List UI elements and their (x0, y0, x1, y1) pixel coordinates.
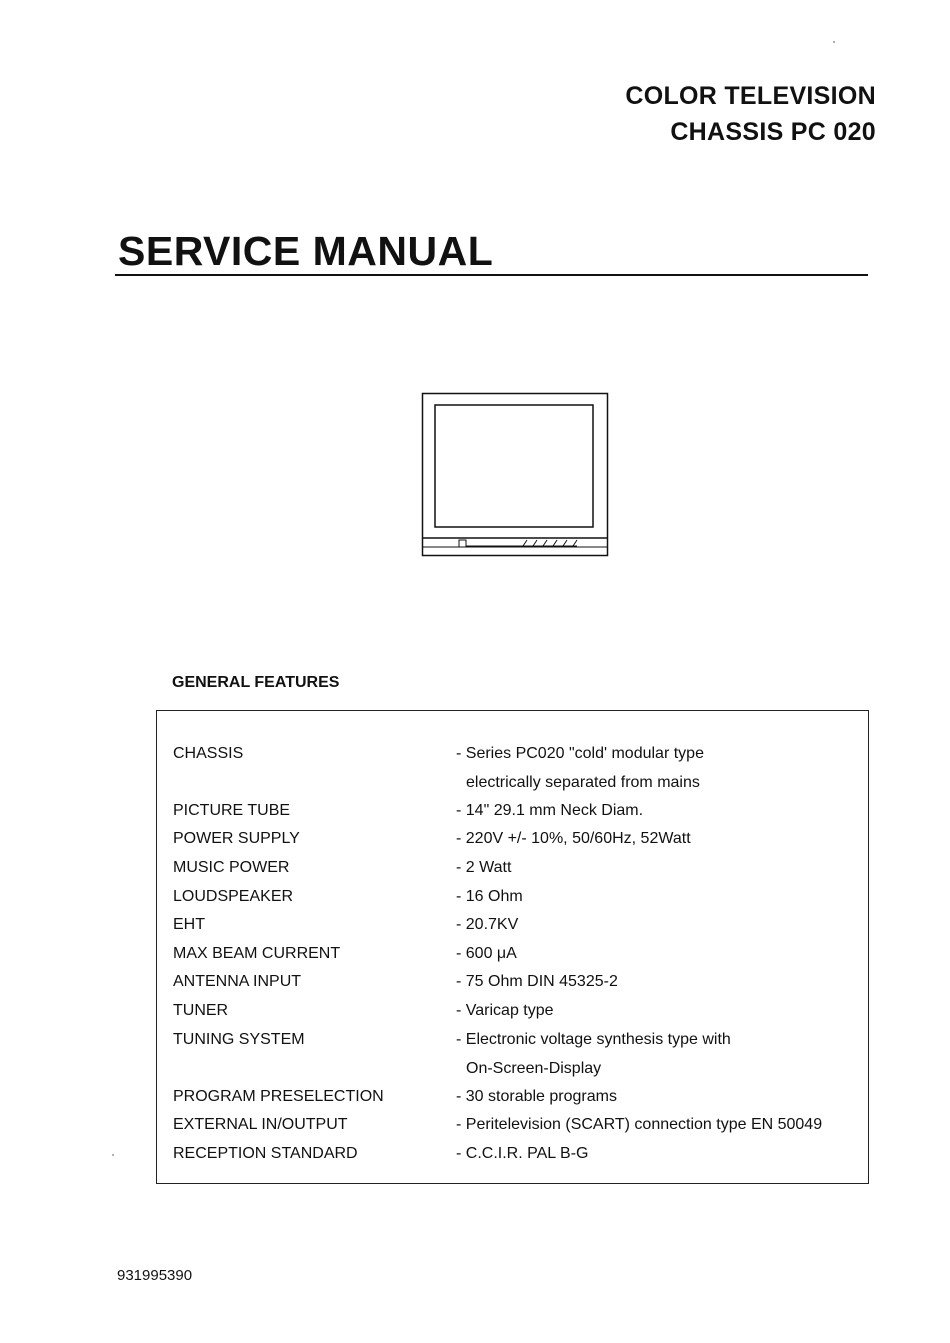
feature-value: - 2 Watt (456, 859, 512, 876)
feature-label: TUNING SYSTEM (173, 1031, 305, 1048)
feature-label: RECEPTION STANDARD (173, 1145, 358, 1162)
page-title: SERVICE MANUAL (118, 228, 494, 274)
features-table (156, 710, 869, 1184)
feature-label: PICTURE TUBE (173, 802, 291, 819)
tv-power-switch (459, 540, 466, 547)
feature-value: - 75 Ohm DIN 45325-2 (456, 973, 618, 990)
feature-value-continued: On-Screen-Display (466, 1059, 602, 1077)
scan-speck (833, 41, 835, 43)
feature-label: TUNER (173, 1002, 229, 1019)
tv-cabinet (423, 394, 608, 556)
tv-speaker-grille (523, 540, 577, 546)
feature-label: POWER SUPPLY (173, 830, 300, 847)
scan-speck (112, 1154, 114, 1156)
feature-value: - 16 Ohm (456, 888, 523, 905)
feature-label: CHASSIS (173, 745, 244, 762)
feature-label: EHT (173, 916, 205, 933)
feature-value: - Series PC020 "cold' modular type (456, 745, 704, 762)
feature-value: - Peritelevision (SCART) connection type EN 50049 (456, 1116, 823, 1133)
feature-label: LOUDSPEAKER (173, 888, 294, 905)
feature-value: - Varicap type (456, 1002, 554, 1019)
document-number: 931995390 (117, 1267, 193, 1284)
feature-value: - 220V +/- 10%, 50/60Hz, 52Watt (456, 830, 691, 847)
feature-label: ANTENNA INPUT (173, 973, 302, 990)
feature-label: EXTERNAL IN/OUTPUT (173, 1116, 348, 1133)
feature-value: - 600 μA (456, 945, 517, 962)
feature-label: MUSIC POWER (173, 859, 290, 876)
feature-value: - 30 storable programs (456, 1088, 617, 1105)
feature-value-continued: electrically separated from mains (466, 773, 700, 791)
feature-label: MAX BEAM CURRENT (173, 945, 341, 962)
feature-value: - 14" 29.1 mm Neck Diam. (456, 802, 644, 819)
feature-label: PROGRAM PRESELECTION (173, 1088, 384, 1105)
feature-value: - Electronic voltage synthesis type with (456, 1031, 731, 1048)
tv-screen (435, 405, 593, 527)
feature-value: - C.C.I.R. PAL B-G (456, 1145, 589, 1162)
television-illustration (421, 392, 609, 557)
feature-value: - 20.7KV (456, 916, 519, 933)
title-underline (115, 274, 868, 276)
header-chassis: CHASSIS PC 020 (670, 118, 876, 146)
header-product-type: COLOR TELEVISION (625, 82, 876, 110)
general-features-heading: GENERAL FEATURES (172, 674, 340, 691)
